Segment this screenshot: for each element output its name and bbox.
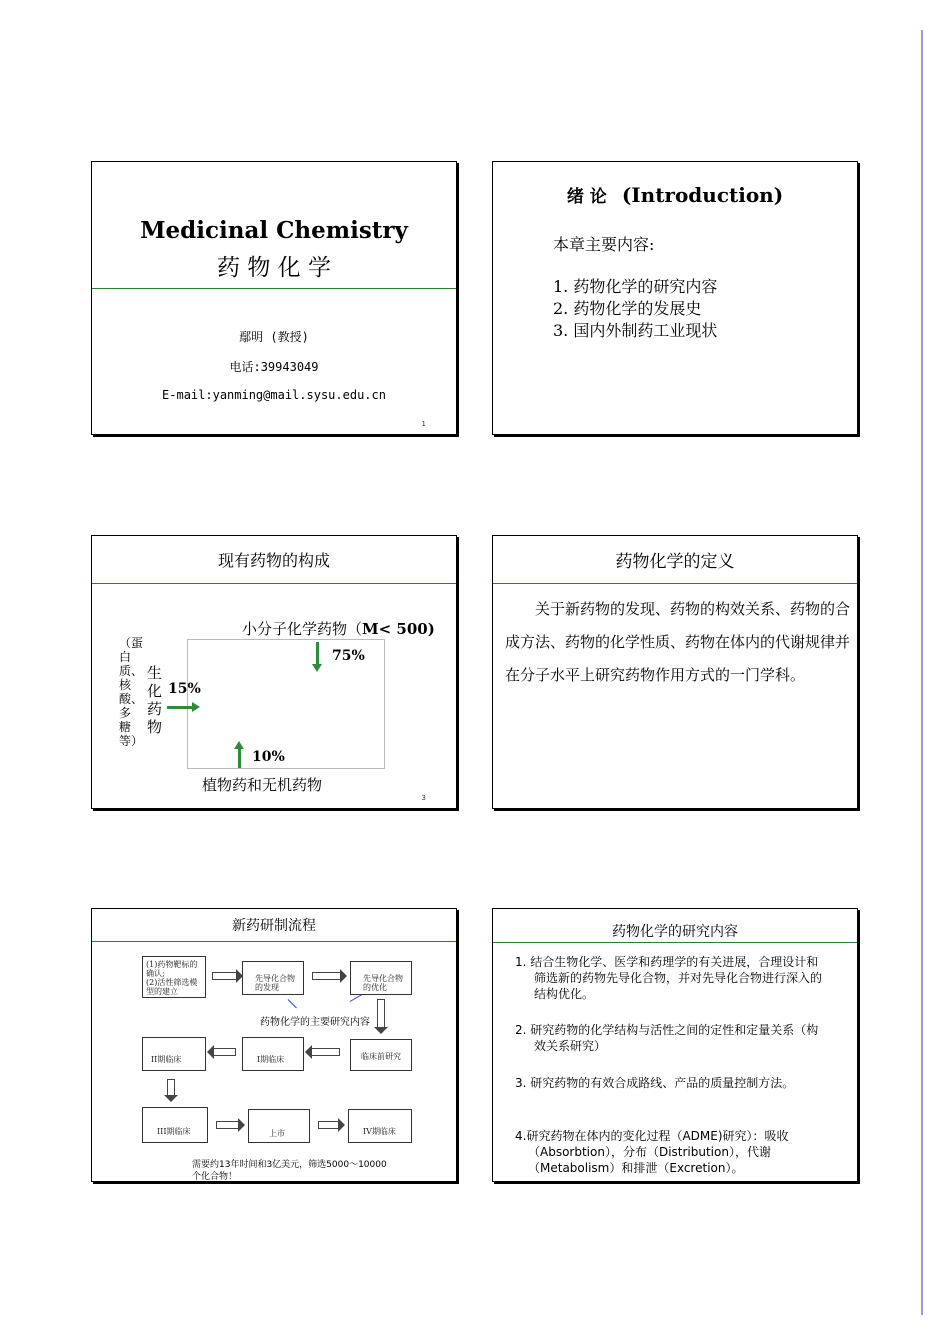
biochem-note: （蛋白质、核酸、多糖等）	[119, 636, 144, 748]
pct-biochem: 15%	[168, 681, 201, 697]
chapter-item-1: 1. 药物化学的研究内容	[553, 277, 718, 296]
pointer-line-right	[350, 994, 363, 1002]
slide-5-drug-development	[91, 908, 457, 1182]
title-divider	[92, 583, 456, 584]
small-molecule-mw: M< 500)	[362, 620, 435, 638]
flow-box-target-validation: (1)药物靶标的确认; (2)活性筛选模型的建立	[142, 956, 206, 998]
flow-arrow-5	[214, 1048, 236, 1056]
course-title-cn: 药 物 化 学	[217, 255, 331, 281]
course-title-en: Medicinal Chemistry	[140, 217, 408, 244]
arrow-down-icon	[316, 642, 319, 666]
research-item-3: 3. 研究药物的有效合成路线、产品的质量控制方法。	[515, 1076, 795, 1090]
arrow-right-head	[192, 702, 200, 712]
small-molecule-text: 小分子化学药物（	[242, 620, 363, 638]
slide-2-title	[493, 182, 857, 207]
biochem-label: 生化药物	[147, 664, 163, 736]
pct-small-molecule: 75%	[332, 648, 365, 664]
flow-box-phase1: I期临床	[242, 1037, 304, 1071]
definition-text: 关于新药物的发现、药物的构效关系、药物的合成方法、药物的化学性质、药物在体内的代谢规律并在分子水平上研究药物作用方式的一门学科。	[505, 600, 851, 684]
chapter-item-2: 2. 药物化学的发展史	[553, 299, 702, 318]
chapter-intro: 本章主要内容:	[553, 235, 655, 254]
flow-arrow-4	[312, 1048, 340, 1056]
flow-box-phase4: IV期临床	[348, 1109, 412, 1143]
pointer-line-left	[288, 999, 297, 1008]
flow-arrow-6	[167, 1079, 175, 1095]
title-divider	[493, 583, 857, 584]
flow-arrow-3	[377, 999, 385, 1027]
page-number: 1	[421, 420, 426, 428]
flow-arrow-2	[312, 972, 340, 980]
slide-3-title: 现有药物的构成	[217, 551, 330, 570]
flow-box-preclinical: 临床前研究	[350, 1039, 412, 1071]
flow-arrow-8	[318, 1121, 338, 1129]
arrow-right-icon	[167, 706, 193, 709]
title-divider	[92, 941, 456, 942]
slide-1-title	[91, 161, 457, 435]
page-right-rule	[921, 30, 923, 1315]
flow-box-phase3: III期临床	[142, 1107, 208, 1143]
arrow-up-head	[234, 741, 244, 749]
plant-inorganic-label: 植物药和无机药物	[202, 776, 323, 794]
flow-box-lead-discovery: 先导化合物的发现	[242, 961, 304, 995]
slide-6-research-content	[492, 908, 858, 1182]
research-item-4: 4.研究药物在体内的变化过程（ADME)研究）：吸收（Absorbtion），分布（Distribution），代谢（Metabolism）和排泄（Excretion）。	[515, 1129, 789, 1175]
flow-box-market: 上市	[248, 1109, 310, 1143]
title-en: (Introduction)	[621, 183, 784, 207]
development-footnote: 需要约13年时间和3亿美元，筛选5000～10000个化合物！	[192, 1160, 387, 1181]
slide-6-title: 药物化学的研究内容	[612, 924, 738, 940]
arrow-up-icon	[238, 748, 241, 768]
slide-4-title: 药物化学的定义	[615, 552, 735, 572]
email: E-mail:yanming@mail.sysu.edu.cn	[162, 388, 386, 402]
page-number: 3	[421, 794, 426, 802]
flow-box-phase2: II期临床	[142, 1037, 206, 1071]
slide-4-definition	[492, 535, 858, 809]
title-divider	[92, 288, 456, 289]
phone: 电话:39943049	[229, 360, 319, 374]
small-molecule-label	[242, 618, 435, 639]
flow-arrow-7	[216, 1121, 238, 1129]
slide-2-introduction	[492, 161, 858, 435]
main-research-content-label: 药物化学的主要研究内容	[260, 1017, 370, 1028]
arrow-down-head	[312, 664, 322, 672]
flow-arrow-1	[212, 972, 236, 980]
pct-plant-inorganic: 10%	[252, 749, 285, 765]
flow-box-lead-optimization: 先导化合物的优化	[350, 961, 412, 995]
slide-3-drug-composition	[91, 535, 457, 809]
title-cn: 绪 论	[566, 187, 607, 207]
chapter-item-3: 3. 国内外制药工业现状	[553, 321, 718, 340]
slide-5-title: 新药研制流程	[232, 918, 316, 934]
research-item-2: 2. 研究药物的化学结构与活性之间的定性和定量关系（构效关系研究）	[515, 1023, 819, 1053]
research-item-1: 1. 结合生物化学、医学和药理学的有关进展，合理设计和筛选新的药物先导化合物，并对先导化合物进行深入的结构优化。	[515, 955, 823, 1001]
title-divider	[493, 942, 857, 943]
author: 鄢明 (教授)	[239, 330, 309, 344]
